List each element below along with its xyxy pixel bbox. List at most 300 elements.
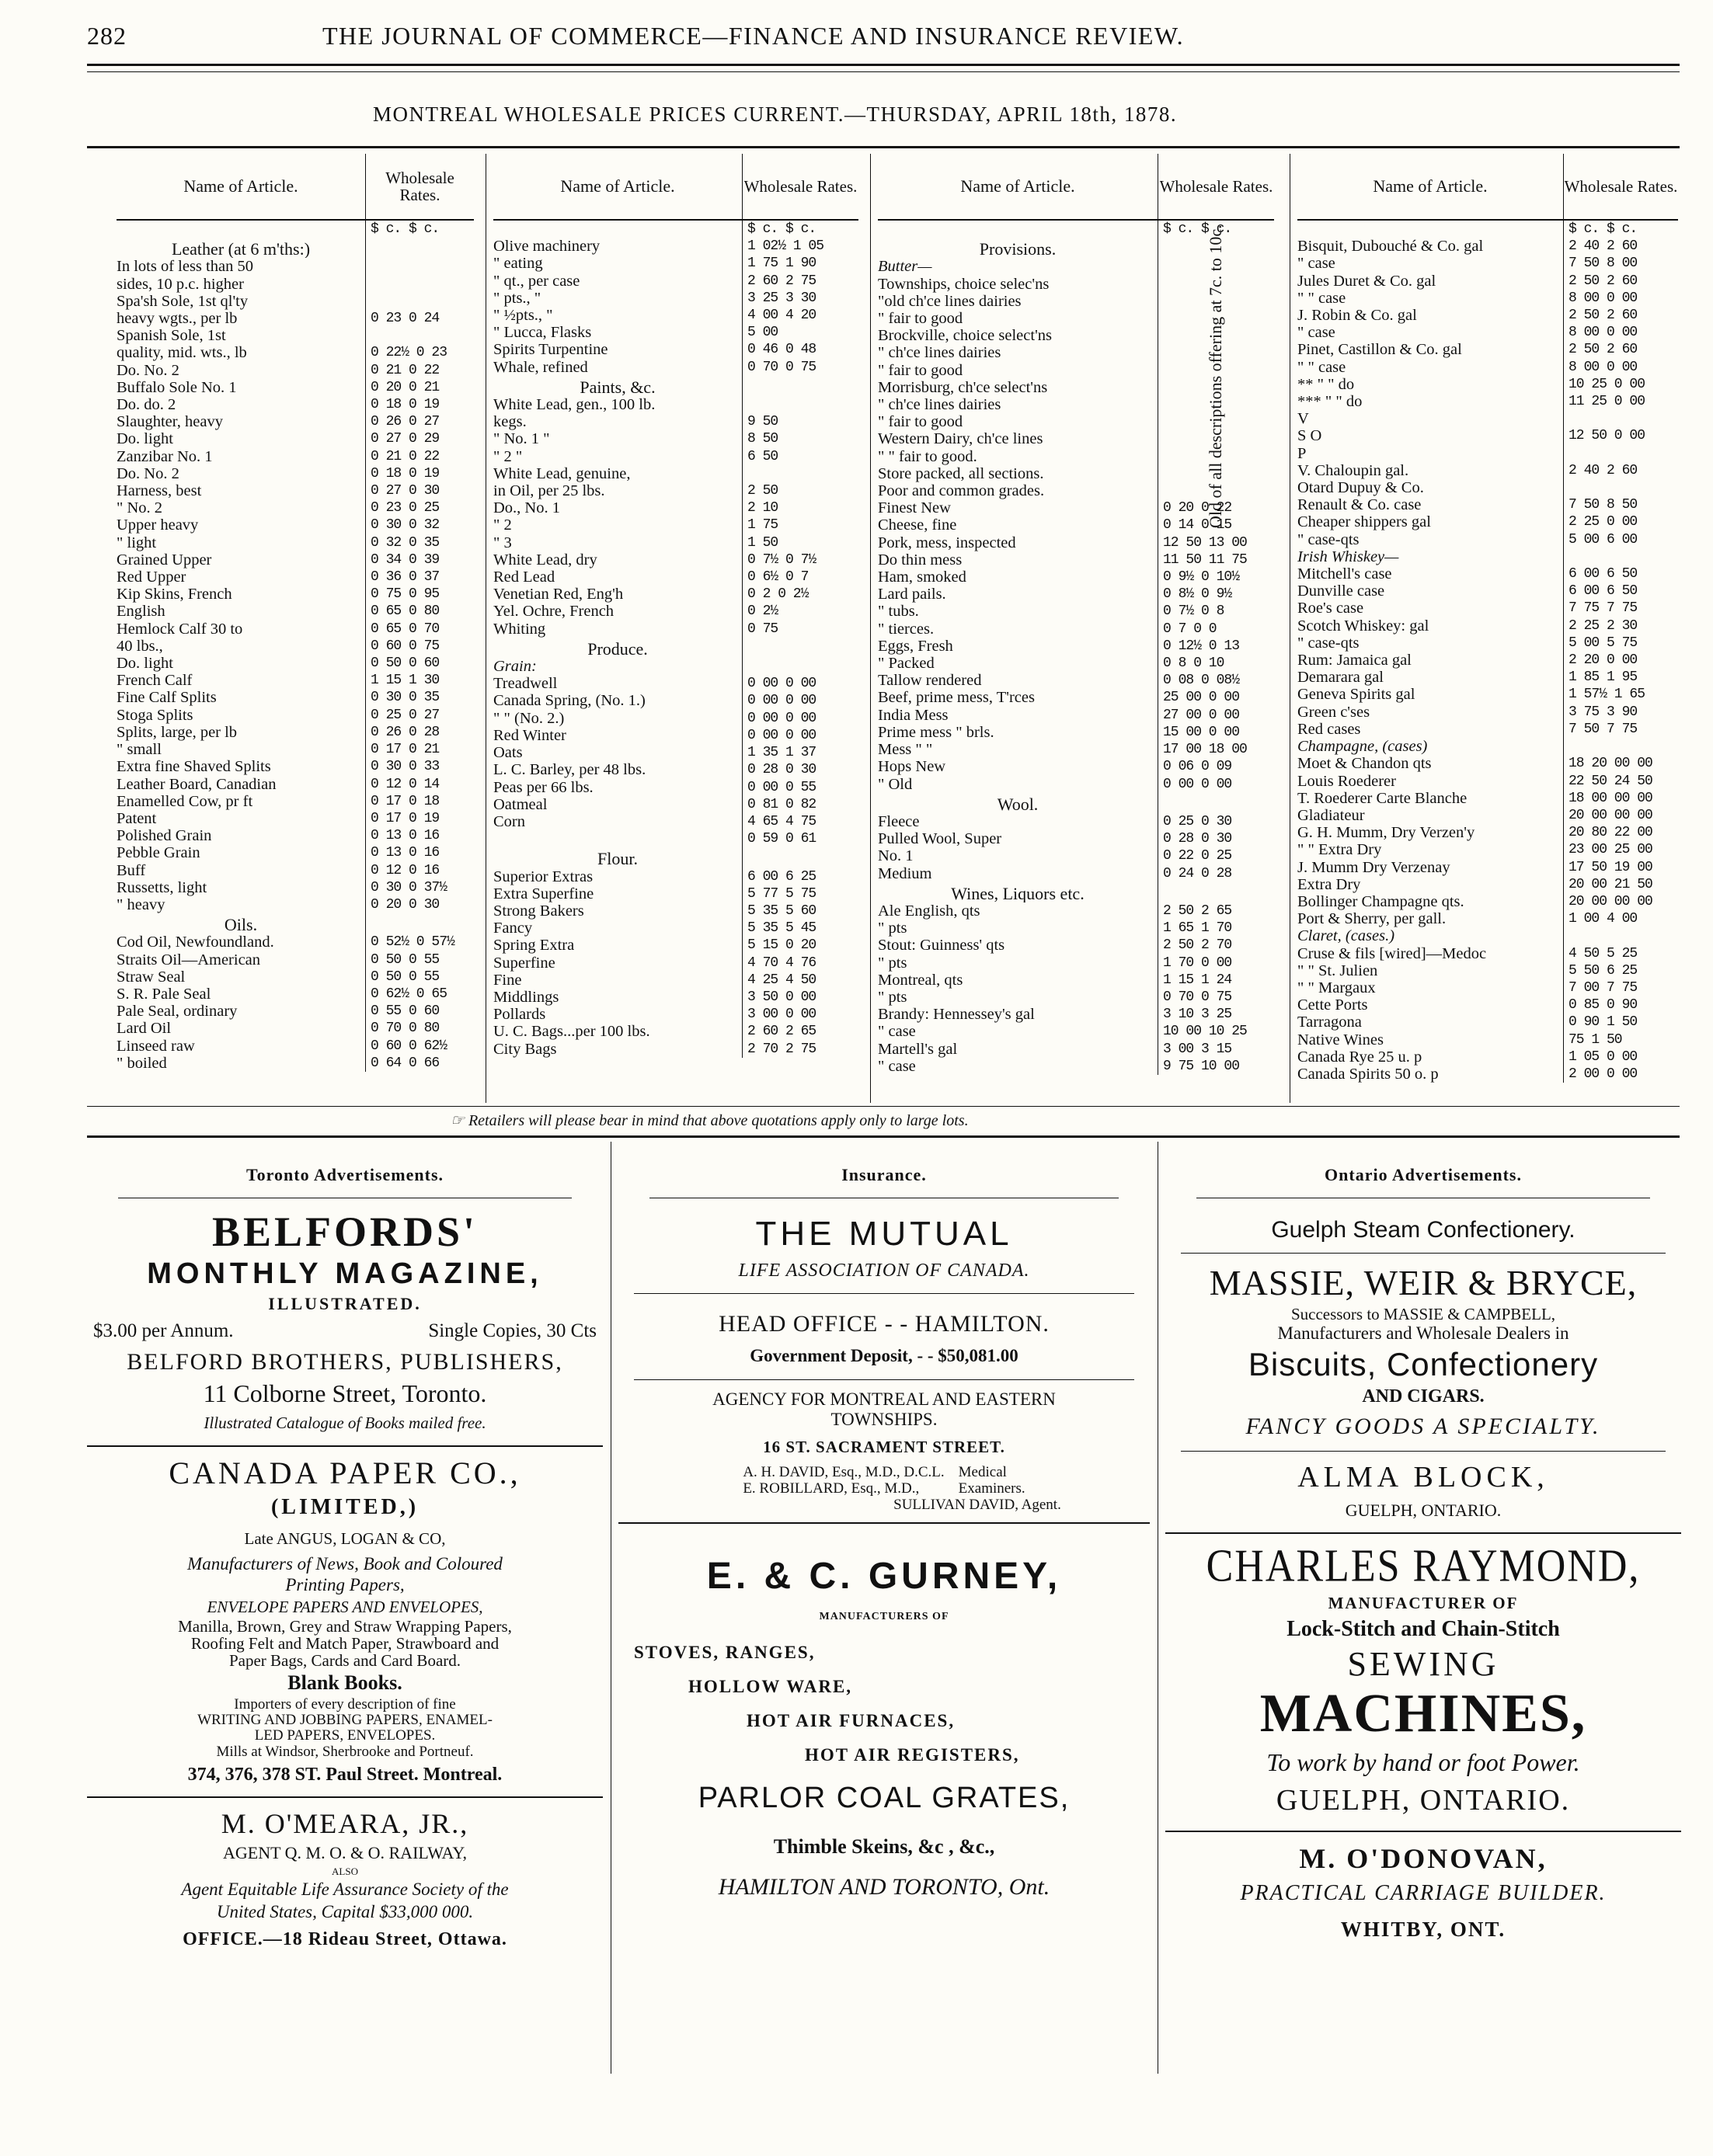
wholesale-rate: 0 00 0 55 [742,779,858,796]
odonovan-name: M. O'DONOVAN, [1299,1843,1548,1874]
price-row [117,448,474,465]
and-cigars: AND CIGARS. [1362,1386,1485,1407]
wholesale-rate: 2 50 2 65 [1158,902,1274,920]
price-row [878,1006,1274,1023]
stoves-ranges: STOVES, RANGES, [634,1643,816,1662]
article-name: Slaughter, heavy [117,413,223,431]
price-row [117,534,474,551]
article-name: No. 1 [878,847,914,865]
price-row [1297,531,1678,548]
wholesale-rate: 0 36 0 37 [365,569,474,586]
article-name: Do. No. 2 [117,361,179,379]
manilla-line-2: Roofing Felt and Match Paper, Strawboard and [190,1634,500,1653]
wholesale-rate: 5 35 5 60 [742,902,858,920]
table-bottom-rule [87,1106,1680,1107]
wholesale-rate: 9 50 [742,413,858,430]
price-row [117,951,474,968]
wholesale-rate [1563,410,1678,427]
divider [1181,1253,1666,1254]
wholesale-rate: 1 75 1 90 [742,255,858,272]
wholesale-rate: 0 27 0 29 [365,430,474,447]
price-row [1297,755,1678,772]
wholesale-rate: 0 27 0 30 [365,482,474,499]
price-row [1297,462,1678,479]
price-row [493,273,858,290]
article-name: Geneva Spirits gal [1297,686,1415,704]
price-row [1297,635,1678,652]
price-row [1297,255,1678,272]
price-row [1297,427,1678,444]
examiner-robillard: E. ROBILLARD, Esq., M.D., [743,1480,920,1497]
lock-stitch: Lock-Stitch and Chain-Stitch [1286,1617,1560,1641]
price-row [1297,479,1678,496]
hamilton-toronto: HAMILTON AND TORONTO, Ont. [718,1874,1050,1900]
wholesale-rate: 0 65 0 70 [365,621,474,638]
wholesale-rate: 27 00 0 00 [1158,707,1274,724]
omeara-name: M. O'MEARA, JR., [221,1808,469,1839]
manufacturers-line-2: Printing Papers, [285,1575,405,1594]
article-name: Spa'sh Sole, 1st ql'ty [117,292,249,310]
article-name: India Mess [878,706,949,724]
price-row [117,603,474,620]
price-row [1297,238,1678,255]
wholesale-rate: 2 50 2 60 [1563,307,1678,324]
price-row [878,1023,1274,1040]
insurance-ads [618,1165,1150,1904]
price-row [878,955,1274,972]
wholesale-rate: 8 00 0 00 [1563,324,1678,341]
article-name: Harness, best [117,482,202,500]
price-row [878,865,1274,882]
price-row [1297,410,1678,427]
price-row [117,1003,474,1020]
article-name: Montreal, qts [878,971,963,989]
article-name: Finest New [878,499,951,517]
wholesale-rate: 0 28 0 30 [1158,830,1274,847]
price-row [493,813,858,830]
article-name: Russetts, light [117,878,207,896]
price-row [1297,324,1678,341]
guelph-ontario-2: GUELPH, ONTARIO. [1276,1784,1571,1817]
article-name: Do. light [117,430,173,448]
wholesale-rate: 0 24 0 28 [1158,865,1274,882]
price-row [117,741,474,758]
article-name: " ch'ce lines dairies [878,396,1001,414]
article-name: " No. 2 [117,499,163,517]
article-name: " case [878,1057,916,1075]
price-row [117,344,474,361]
wholesale-rate: 2 10 [742,499,858,516]
article-name: Buff [117,861,146,879]
price-row [493,290,858,307]
article-name: Kip Skins, French [117,586,232,603]
price-row [117,758,474,775]
article-name: Yel. Ochre, French [493,603,615,621]
price-row [117,258,474,275]
wholesale-rate: 5 77 5 75 [742,885,858,902]
wholesale-rate [365,258,474,275]
wholesale-rate: 0 60 0 62½ [365,1038,474,1055]
article-name: " case [1297,324,1335,342]
wholesale-rate: 4 50 5 25 [1563,945,1678,962]
article-name [493,221,742,238]
wholesale-rate: 2 50 [742,482,858,499]
article-name: Enamelled Cow, pr ft [117,792,253,810]
wholesale-rate: 5 50 6 25 [1563,962,1678,979]
article-name: Prime mess " brls. [878,723,994,741]
article-name: Pebble Grain [117,844,200,862]
article-name: Canada Rye 25 u. p [1297,1048,1422,1066]
wholesale-rate [365,238,474,258]
article-name: Ale English, qts [878,902,980,920]
wholesale-rate: 20 00 00 00 [1563,807,1678,824]
price-row [493,569,858,586]
price-row [1297,738,1678,755]
belford-publishers: BELFORD BROTHERS, PUBLISHERS, [127,1349,563,1375]
wholesale-rate: 17 50 19 00 [1563,859,1678,876]
price-row [1297,669,1678,686]
wholesale-rate: $ c. $ c. [1563,221,1678,238]
wholesale-rate: 0 8½ 0 9½ [1158,586,1274,603]
wholesale-rate: 17 00 18 00 [1158,741,1274,758]
article-name: Fleece [878,812,920,830]
wholesale-rate: 2 20 0 00 [1563,652,1678,669]
price-row [493,902,858,920]
price-row [878,920,1274,937]
canada-paper-title: CANADA PAPER CO., [169,1455,521,1490]
wholesale-rate: 0 32 0 35 [365,534,474,551]
article-name: Bisquit, Dubouché & Co. gal [1297,238,1484,256]
wholesale-rate: 0 20 0 22 [1158,499,1274,516]
section-heading-row [117,238,474,258]
the-mutual-title: THE MUTUAL [755,1215,1013,1253]
wholesale-rate [1563,445,1678,462]
article-name: Pulled Wool, Super [878,830,1002,848]
article-name: Fine Calf Splits [117,689,217,707]
manufacturer-of: MANUFACTURER OF [1328,1594,1519,1612]
price-row [878,689,1274,706]
price-row [117,1020,474,1037]
article-name: Pinet, Castillon & Co. gal [1297,341,1462,359]
name-of-article-header: Name of Article. [960,176,1075,196]
article-name: Canada Spirits 50 o. p [1297,1065,1439,1083]
article-name: V [1297,410,1309,428]
article-name: Mitchell's case [1297,565,1392,583]
wholesale-rate: 0 12 0 14 [365,776,474,793]
importers-line-3: LED PAPERS, ENVELOPES. [254,1727,436,1744]
price-row [878,776,1274,793]
wholesale-rate: 18 00 00 00 [1563,790,1678,807]
toronto-ads [87,1165,603,1955]
article-name: Lard pails. [878,586,946,603]
price-row [1297,548,1678,565]
manufacturers-of: MANUFACTURERS OF [819,1611,949,1622]
article-name: " case-qts [1297,634,1360,652]
article-name: U. C. Bags...per 100 lbs. [493,1023,650,1041]
hollow-ware: HOLLOW WARE, [688,1677,853,1696]
divider [1165,1532,1681,1534]
price-row [1297,341,1678,358]
price-row [493,955,858,972]
wholesale-rate: 0 12 0 16 [365,862,474,879]
price-row [1297,600,1678,617]
section-heading-row [493,638,858,658]
price-row [117,793,474,810]
wholesale-rate: 1 50 [742,534,858,551]
limited-label: (LIMITED,) [270,1495,420,1519]
wholesale-rate [742,376,858,396]
article-name: Corn [493,812,525,830]
price-row [117,810,474,827]
wholesale-rate: 7 50 8 50 [1563,496,1678,513]
article-name: Hemlock Calf 30 to [117,620,243,638]
article-name: Martell's gal [878,1040,958,1058]
wholesale-rate: 0 13 0 16 [365,827,474,844]
price-row [117,968,474,986]
section-heading-row [878,793,1274,813]
wholesale-rate: 20 80 22 00 [1563,824,1678,841]
wholesale-rate: 0 50 0 55 [365,968,474,986]
sullivan-agent: SULLIVAN DAVID, Agent. [893,1497,1061,1513]
wholesale-rate: 0 7 0 0 [1158,621,1274,638]
price-row [1297,824,1678,841]
article-name: White Lead, dry [493,551,597,569]
article-name: 40 lbs., [117,637,163,655]
wholesale-rate: 2 25 2 30 [1563,617,1678,635]
price-row [1297,496,1678,513]
price-row [493,920,858,937]
wholesale-rate: 0 18 0 19 [365,465,474,482]
article-name: Green c'ses [1297,703,1370,721]
wholesale-rate: 5 00 [742,324,858,341]
wholesale-rate: 0 00 0 00 [1158,776,1274,793]
article-name: Zanzibar No. 1 [117,447,213,465]
wholesale-rate: 1 15 1 30 [365,672,474,689]
wholesale-rate: 0 70 0 75 [1158,989,1274,1006]
successors-line-2: Manufacturers and Wholesale Dealers in [1277,1323,1569,1343]
article-name: Straits Oil—American [117,951,261,968]
article-name: Fine [493,971,522,989]
monthly-magazine: MONTHLY MAGAZINE, [147,1257,543,1290]
price-row [117,638,474,655]
price-row [878,672,1274,689]
article-name: Grain: [493,658,537,676]
wholesale-rate: 0 17 0 18 [365,793,474,810]
price-row [1297,876,1678,893]
price-row [878,902,1274,920]
wholesale-rate: 6 50 [742,448,858,465]
price-row [493,796,858,813]
price-row [493,830,858,847]
wholesale-rate: 0 30 0 32 [365,516,474,534]
wholesale-rate: 3 00 3 15 [1158,1041,1274,1058]
article-name: Roe's case [1297,600,1364,617]
article-name: Store packed, all sections. [878,464,1044,482]
price-row [878,813,1274,830]
price-row [878,621,1274,638]
price-row [493,603,858,620]
wholesale-rate: 0 65 0 80 [365,603,474,620]
price-row [1297,704,1678,721]
wholesale-rate: 0 30 0 37½ [365,879,474,896]
gurney-title: E. & C. GURNEY, [706,1556,1062,1597]
price-row [117,413,474,430]
article-name [493,830,742,847]
wholesale-rate [1158,882,1274,902]
wholesale-rate: 2 70 2 75 [742,1041,858,1058]
wholesale-rate: 0 30 0 33 [365,758,474,775]
agency-line-2: TOWNSHIPS. [830,1410,938,1429]
belford-address: 11 Colborne Street, Toronto. [203,1379,487,1407]
article-name: G. H. Mumm, Dry Verzen'y [1297,824,1475,842]
price-row [493,937,858,954]
price-row [1297,773,1678,790]
article-name: City Bags [493,1040,557,1058]
divider [1165,1831,1681,1832]
wholesale-rate [1563,479,1678,496]
wholesale-rate: 4 65 4 75 [742,813,858,830]
article-name: Red cases [1297,720,1361,738]
price-column-header [1297,154,1678,221]
wholesale-rate [1563,548,1678,565]
wholesale-rate: 10 25 0 00 [1563,376,1678,393]
wholesale-rate: 75 1 50 [1563,1031,1678,1048]
article-name: S O [1297,427,1322,445]
wholesale-rates-header: Wholesale Rates. [365,154,474,220]
price-row [1297,721,1678,738]
price-row [1297,445,1678,462]
wholesale-rate: 3 50 0 00 [742,989,858,1006]
biscuits-confectionery: Biscuits, Confectionery [1248,1346,1599,1382]
wholesale-rate: 0 9½ 0 10½ [1158,569,1274,586]
wholesale-rate: 2 25 0 00 [1563,513,1678,530]
price-row [493,551,858,569]
price-row [493,972,858,989]
price-row [117,655,474,672]
article-name: Grained Upper [117,551,212,569]
late-angus: Late ANGUS, LOGAN & CO, [244,1529,446,1548]
article-name: Demarara gal [1297,669,1384,687]
article-name: Rum: Jamaica gal [1297,652,1412,669]
wholesale-rate: 0 50 0 55 [365,951,474,968]
wholesale-rate: 1 00 4 00 [1563,910,1678,927]
wholesale-rate: 0 8 0 10 [1158,655,1274,672]
wholesale-rate: 0 55 0 60 [365,1003,474,1020]
article-name: Provisions. [979,239,1057,259]
name-of-article-header: Name of Article. [1373,176,1488,196]
wholesale-rate: 0 13 0 16 [365,844,474,861]
price-row [493,1006,858,1023]
article-name: Scotch Whiskey: gal [1297,617,1429,635]
price-row [117,362,474,379]
wholesale-rate: 0 75 [742,621,858,638]
article-name: " 2 [493,516,512,534]
wholesale-rate: 0 26 0 27 [365,413,474,430]
price-row [117,327,474,344]
wholesale-rate: 3 10 3 25 [1158,1006,1274,1023]
price-row [87,1316,603,1346]
article-name: English [117,603,165,621]
price-row [493,465,858,482]
price-row [117,934,474,951]
ontario-ads [1165,1165,1681,1947]
price-row [117,379,474,396]
article-name: Peas per 66 lbs. [493,778,594,796]
article-name: In lots of less than 50 [117,258,253,276]
fancy-goods: FANCY GOODS A SPECIALTY. [1245,1414,1601,1439]
blank-books: Blank Books. [287,1671,402,1694]
price-row [493,692,858,709]
page-number: 282 [87,22,127,50]
article-name: P [1297,444,1307,462]
wholesale-rate: 0 81 0 82 [742,796,858,813]
butter-bracket-text: Old of all descriptions offering at 7c. to 10c. [1206,224,1225,528]
price-row [878,569,1274,586]
price-row [117,689,474,706]
examiners-label: Examiners. [958,1480,1025,1497]
article-name: " case-qts [1297,530,1360,548]
article-name: Oatmeal [493,795,548,813]
article-name: Do. do. 2 [117,396,176,414]
article-name: Fancy [493,920,533,937]
article-name: Superior Extras [493,868,594,885]
name-of-article-header: Name of Article. [183,176,298,196]
wholesale-rate: 5 00 6 00 [1563,531,1678,548]
price-row [117,672,474,689]
price-row [1297,1031,1678,1048]
price-row [493,761,858,778]
price-row [1297,893,1678,910]
wholesale-rate: 0 18 0 19 [365,396,474,413]
wholesale-rate: 0 20 0 30 [365,896,474,913]
price-row [117,776,474,793]
article-name: Renault & Co. case [1297,496,1422,514]
article-name: Tallow rendered [878,672,982,690]
wholesale-rate: 0 14 0 15 [1158,516,1274,534]
article-name: Medium [878,864,932,882]
price-row [493,885,858,902]
article-name: Western Dairy, ch'ce lines [878,430,1043,448]
wholesale-rate: 22 50 24 50 [1563,773,1678,790]
table-top-rule [87,146,1680,148]
article-name: " Old [878,775,913,793]
price-column-4 [1297,154,1678,1140]
manilla-line-1: Manilla, Brown, Grey and Straw Wrapping Papers, [178,1617,512,1636]
wholesale-rate: $ c. $ c. [742,221,858,238]
price-row [878,655,1274,672]
section-heading-row [493,847,858,868]
insurance-heading: Insurance. [841,1165,927,1184]
article-name: Spring Extra [493,937,575,955]
price-row [1297,927,1678,944]
article-name: Buffalo Sole No. 1 [117,378,237,396]
article-name: Pork, mess, inspected [878,534,1016,551]
article-name: Morrisburg, ch'ce select'ns [878,378,1048,396]
wholesale-rate: 0 25 0 27 [365,707,474,724]
wholesale-rate: 3 00 0 00 [742,1006,858,1023]
section-heading-row [117,913,474,934]
price-row [117,1038,474,1055]
article-name: " boiled [117,1054,167,1072]
article-name: Poor and common grades. [878,482,1045,500]
wholesale-rate: 0 85 0 90 [1563,996,1678,1014]
price-row [493,779,858,796]
price-row [493,430,858,447]
article-name: Champagne, (cases) [1297,738,1428,756]
wholesale-rate: 0 30 0 35 [365,689,474,706]
article-name: " " (No. 2.) [493,709,565,727]
wholesale-rate: 5 35 5 45 [742,920,858,937]
